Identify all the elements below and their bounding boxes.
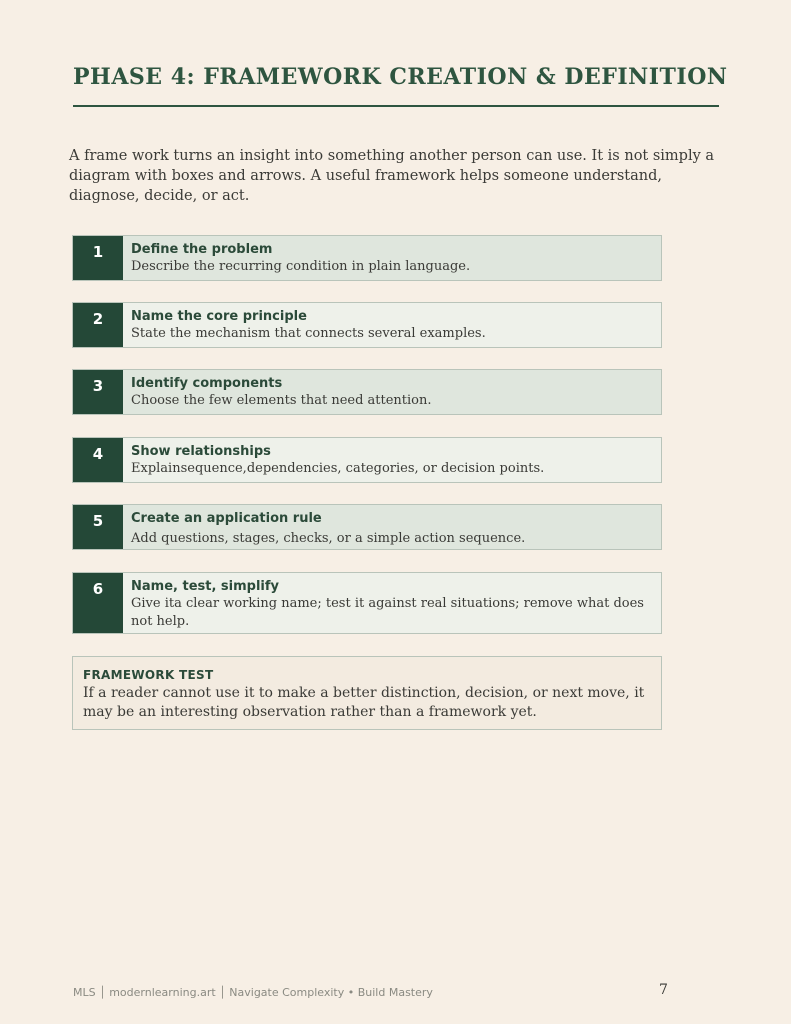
step-5 <box>72 504 662 550</box>
step-description: Choose the few elements that need attention. <box>131 393 432 408</box>
step-6 <box>72 572 662 634</box>
step-description: Explainsequence,dependencies, categories, or decision points. <box>131 461 545 476</box>
step-4 <box>72 437 662 483</box>
step-heading: Identify components <box>131 376 283 391</box>
step-heading: Create an application rule <box>131 511 322 526</box>
title-divider <box>73 105 719 107</box>
step-number: 5 <box>73 505 123 549</box>
framework-test-box <box>72 656 662 730</box>
framework-test-heading: FRAMEWORK TEST <box>83 668 214 682</box>
step-description: Give ita clear working name; test it against real situations; remove what does not help. <box>131 596 644 629</box>
framework-test-text: If a reader cannot use it to make a better distinction, decision, or next move, it may be an interesting observation rather than a framework yet. <box>83 685 645 720</box>
step-heading: Name the core principle <box>131 309 307 324</box>
footer-text: MLS │ modernlearning.art │ Navigate Complexity • Build Mastery <box>73 986 433 999</box>
step-number: 1 <box>73 236 123 280</box>
step-number: 3 <box>73 370 123 414</box>
step-heading: Name, test, simplify <box>131 579 280 594</box>
step-2 <box>72 302 662 348</box>
step-number: 6 <box>73 573 123 633</box>
step-1 <box>72 235 662 281</box>
step-heading: Show relationships <box>131 444 271 459</box>
step-description: Describe the recurring condition in plain language. <box>131 259 471 274</box>
step-3 <box>72 369 662 415</box>
step-heading: Define the problem <box>131 242 273 257</box>
step-description: Add questions, stages, checks, or a simple action sequence. <box>131 531 526 546</box>
intro-paragraph: A frame work turns an insight into something another person can use. It is not simply a diagram with boxes and arrows. A useful framework helps someone understand, diagnose, decide, or act. <box>69 148 715 204</box>
step-number: 2 <box>73 303 123 347</box>
step-description: State the mechanism that connects several examples. <box>131 326 486 341</box>
step-number: 4 <box>73 438 123 482</box>
page-number: 7 <box>659 982 668 998</box>
page-title: PHASE 4: FRAMEWORK CREATION & DEFINITION <box>73 64 728 90</box>
